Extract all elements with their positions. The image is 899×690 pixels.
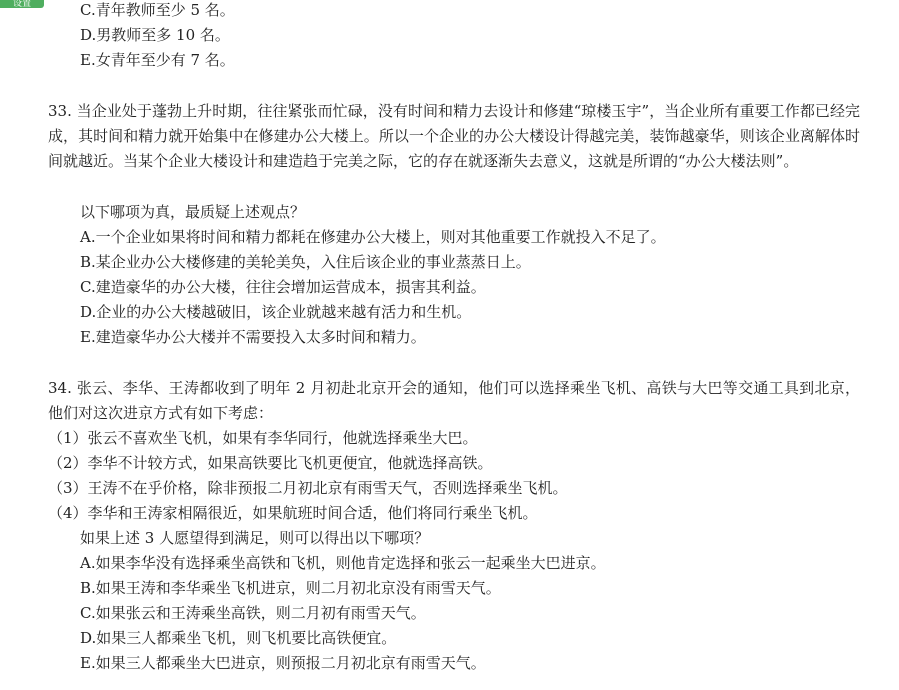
corner-tab[interactable]: 设置 bbox=[0, 0, 44, 8]
q33-option-d: D.企业的办公大楼越破旧，该企业就越来越有活力和生机。 bbox=[80, 303, 472, 321]
q33-option-c: C.建造豪华的办公大楼，往往会增加运营成本，损害其利益。 bbox=[80, 278, 486, 296]
q33-question: 以下哪项为真，最质疑上述观点？ bbox=[80, 203, 306, 221]
q34-question: 如果上述 3 人愿望得到满足，则可以得出以下哪项？ bbox=[80, 529, 430, 547]
q34-condition-3: （3）王涛不在乎价格，除非预报二月初北京有雨雪天气，否则选择乘坐飞机。 bbox=[48, 479, 568, 497]
q34-option-d: D.如果三人都乘坐飞机，则飞机要比高铁便宜。 bbox=[80, 629, 397, 647]
q33-option-e: E.建造豪华办公大楼并不需要投入太多时间和精力。 bbox=[80, 328, 426, 346]
q33-stem: 33. 当企业处于蓬勃上升时期，往往紧张而忙碌，没有时间和精力去设计和修建“琼楼玉宇”，当企业所有重要工作都已经完成，其时间和精力就开始集中在修建办公大楼上。所以一个企业的办公大楼设计得越完美，装饰越豪华，则该企业离解体时间就越近。当某个企业大楼设计和建造趋于完美之际，它的存在就逐渐失去意义，这就是所谓的“办公大楼法则”。 bbox=[48, 102, 860, 170]
q34-stem: 34. 张云、李华、王涛都收到了明年 2 月初赴北京开会的通知，他们可以选择乘坐飞机、高铁与大巴等交通工具到北京，他们对这次进京方式有如下考虑： bbox=[48, 379, 860, 422]
q33-option-a: A.一个企业如果将时间和精力都耗在修建办公大楼上，则对其他重要工作就投入不足了。 bbox=[80, 228, 666, 246]
q34-option-e: E.如果三人都乘坐大巴进京，则预报二月初北京有雨雪天气。 bbox=[80, 654, 486, 672]
q33-option-b: B.某企业办公大楼修建的美轮美奂，入住后该企业的事业蒸蒸日上。 bbox=[80, 253, 531, 271]
q34-option-c: C.如果张云和王涛乘坐高铁，则二月初有雨雪天气。 bbox=[80, 604, 426, 622]
prev-option-e: E.女青年至少有 7 名。 bbox=[80, 51, 235, 69]
q34-option-b: B.如果王涛和李华乘坐飞机进京，则二月初北京没有雨雪天气。 bbox=[80, 579, 501, 597]
q34-condition-4: （4）李华和王涛家相隔很近，如果航班时间合适，他们将同行乘坐飞机。 bbox=[48, 504, 538, 522]
q34-condition-2: （2）李华不计较方式，如果高铁要比飞机更便宜，他就选择高铁。 bbox=[48, 454, 493, 472]
q34-condition-1: （1）张云不喜欢坐飞机，如果有李华同行，他就选择乘坐大巴。 bbox=[48, 429, 478, 447]
q34-option-a: A.如果李华没有选择乘坐高铁和飞机，则他肯定选择和张云一起乘坐大巴进京。 bbox=[80, 554, 606, 572]
prev-option-c: C.青年教师至少 5 名。 bbox=[80, 1, 235, 19]
prev-option-d: D.男教师至多 10 名。 bbox=[80, 26, 230, 44]
